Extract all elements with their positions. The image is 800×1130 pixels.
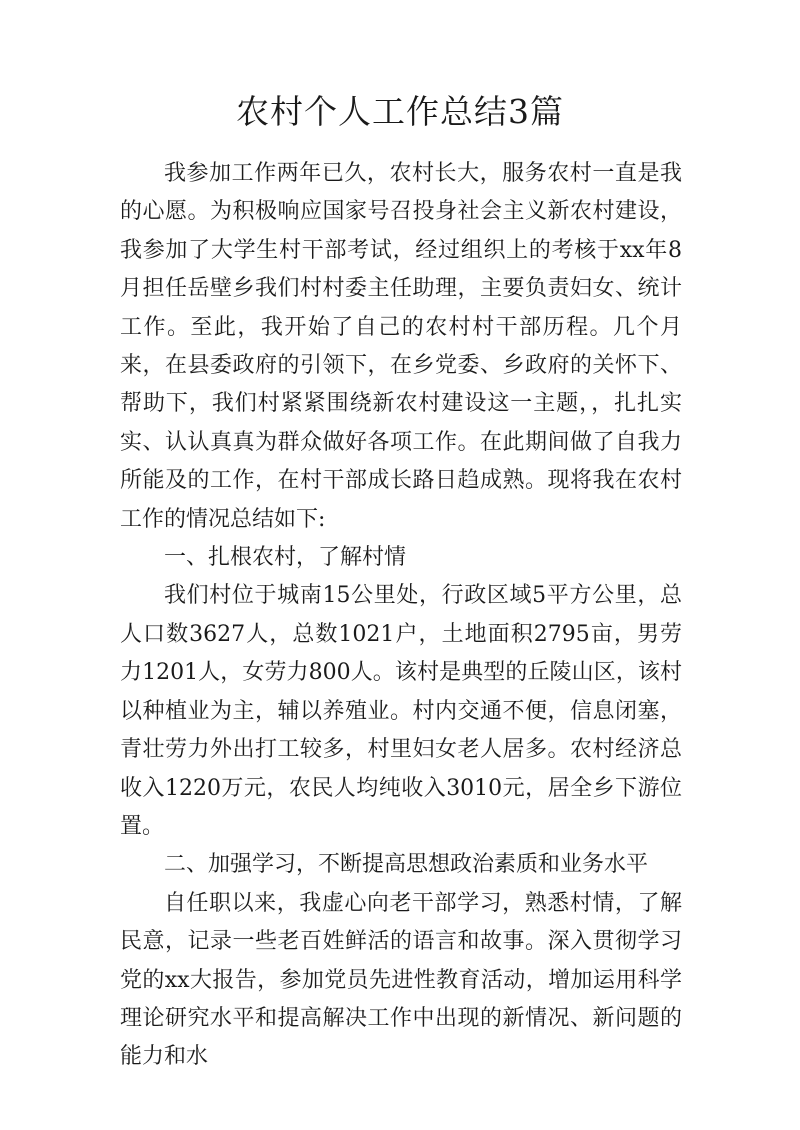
paragraph-study: 自任职以来，我虚心向老干部学习，熟悉村情，了解民意，记录一些老百姓鲜活的语言和故事。深入贯彻学习党的xx大报告，参加党员先进性教育活动，增加运用科学理论研究水平和提高解决工作中出现的新情况、新问题的能力和水 — [120, 890, 682, 1070]
paragraph-intro: 我参加工作两年已久，农村长大，服务农村一直是我的心愿。为积极响应国家号召投身社会主义新农村建设，我参加了大学生村干部考试，经过组织上的考核于xx年8月担任岳壁乡我们村村委主任助理，主要负责妇女、统计工作。至此，我开始了自己的农村村干部历程。几个月来，在县委政府的引领下，在乡党委、乡政府的关怀下、帮助下，我们村紧紧围绕新农村建设这一主题，，扎扎实实、认认真真为群众做好各项工作。在此期间做了自我力所能及的工作，在村干部成长路日趋成熟。现将我在农村工作的情况总结如下: — [120, 161, 682, 532]
paragraph-village-info: 我们村位于城南15公里处，行政区域5平方公里，总人口数3627人，总数1021户，土地面积2795亩，男劳力1201人，女劳力800人。该村是典型的丘陵山区，该村以种植业为主，辅以养殖业。村内交通不便，信息闭塞，青壮劳力外出打工较多，村里妇女老人居多。农村经济总收入1220万元，农民人均纯收入3010元，居全乡下游位置。 — [120, 583, 682, 839]
section-heading-1: 一、扎根农村，了解村情 — [164, 545, 407, 571]
document-body — [120, 155, 682, 1077]
document-title: 农村个人工作总结3篇 — [236, 92, 564, 131]
section-heading-2: 二、加强学习，不断提高思想政治素质和业务水平 — [164, 852, 649, 878]
